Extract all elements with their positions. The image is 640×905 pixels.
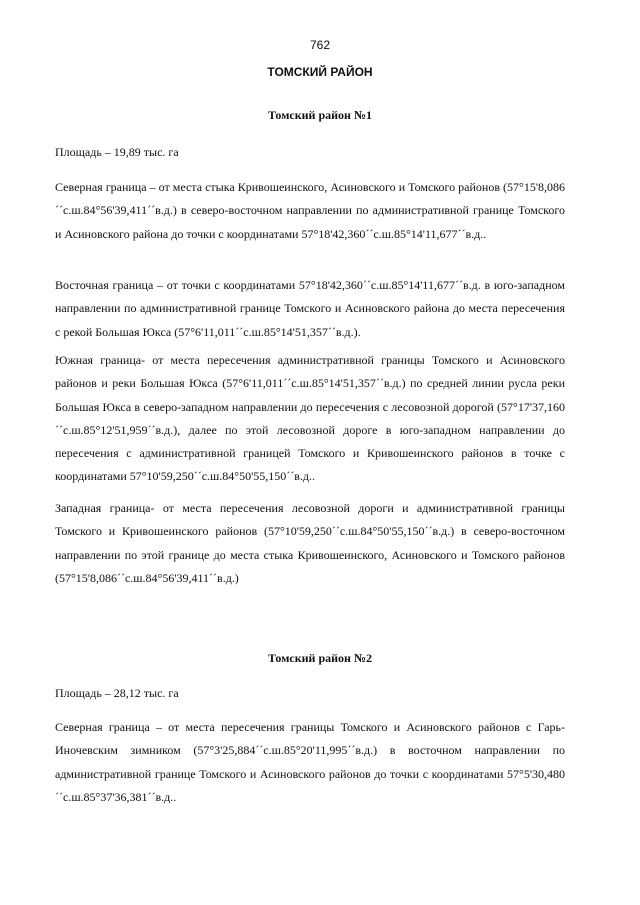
section-area: Площадь – 28,12 тыс. га (55, 686, 179, 700)
boundary-paragraph-east: Восточная граница – от точки с координатами 57°18'42,360´´с.ш.85°14'11,677´´в.д. в юго-западном направлении по административной границе Томского и Асиновского района до места пересечения с рекой Большая Юкса (57°6'11,011´´с.ш.85°14'51,357´´в.д.). (55, 278, 565, 339)
boundary-paragraph-south: Южная граница- от места пересечения административной границы Томского и Асиновского районов и реки Большая Юкса (57°6'11,011´´с.ш.85°14'51,357´´в.д.) по средней линии русла реки Большая Юкса в северо-западном направлении до пересечения с лесовозной дорогой (57°17'37,160´´с.ш.85°12'51,959´´в.д.), далее по этой лесовозной дороге в юго-западном направлении до пересечения с административной границей Томского и Кривошеинского районов в точке с координатами 57°10'59,250´´с.ш.84°50'55,150´´в.д.. (55, 353, 565, 484)
page-number: 762 (309, 38, 331, 52)
boundary-paragraph-north: Северная граница – от места пересечения границы Томского и Асиновского районов с Гарь-Иночевским зимником (57°3'25,884´´с.ш.85°20'11,995´´в.д.) в восточном направлении по административной границе Томского и Асиновского районов до точки с координатами 57°5'30,480´´с.ш.85°37'36,381´´в.д.. (55, 720, 565, 804)
section-heading: Томский район №2 (267, 651, 373, 665)
boundary-paragraph-north: Северная граница – от места стыка Кривошеинского, Асиновского и Томского районов (57°15'8,086´´с.ш.84°56'39,411´´в.д.) в северо-восточном направлении по административной границе Томского и Асиновского района до точки с координатами 57°18'42,360´´с.ш.85°14'11,677´´в.д.. (55, 180, 565, 241)
section-area: Площадь – 19,89 тыс. га (55, 145, 179, 159)
document-title: ТОМСКИЙ РАЙОН (267, 65, 373, 79)
section-heading: Томский район №1 (267, 108, 373, 122)
boundary-paragraph-west: Западная граница- от места пересечения лесовозной дороги и административной границы Томского и Кривошеинского районов (57°10'59,250´´с.ш.84°50'55,150´´в.д.) в северо-восточном направлении по этой границе до места стыка Кривошеинского, Асиновского и Томского районов (57°15'8,086´´с.ш.84°56'39,411´´в.д.) (55, 501, 565, 585)
